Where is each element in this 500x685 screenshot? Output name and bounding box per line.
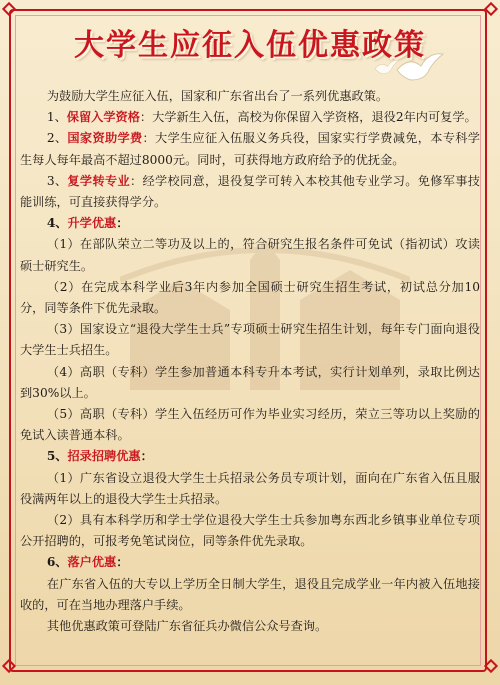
corner-ornament <box>0 0 18 18</box>
section-number: 3、 <box>46 173 68 188</box>
section-heading: 升学优惠 <box>67 216 117 231</box>
list-item: （2）具有本科学历和学士学位退役大学生士兵参加粤东西北乡镇事业单位专项公开招聘的，可报考免笔试岗位，同等条件优先录取。 <box>20 513 480 549</box>
section-text: ：大学新生入伍，高校为你保留入学资格，退役2年内可复学。 <box>139 110 477 125</box>
section-text: ： <box>140 449 153 464</box>
section-text: ：大学生应征入伍服义务兵役，国家实行学费减免，本专科学生每人每年最高不超过8000元。同时，可获得地方政府给予的优抚金。 <box>20 131 480 167</box>
footer-note: 其他优惠政策可登陆广东省征兵办微信公众号查询。 <box>46 619 328 634</box>
section-4 <box>20 213 480 234</box>
section-number: 1、 <box>46 110 67 125</box>
dove-icon <box>374 58 400 76</box>
list-item: （1）广东省设立退役大学生士兵招录公务员专项计划，面向在广东省入伍且服役满两年以上的退役大学生士兵招录。 <box>20 470 480 506</box>
list-item: （4）高职（专科）学生参加普通本科专升本考试，实行计划单列，录取比例达到30%以上。 <box>20 364 480 400</box>
section-text: ：经学校同意，退役复学可转入本校其他专业学习。免修军事技能训练，可直接获得学分。 <box>20 173 480 210</box>
section-heading: 国家资助学费 <box>67 131 143 146</box>
corner-ornament <box>482 657 500 675</box>
dove-icon <box>395 50 445 84</box>
list-item: 在广东省入伍的大专以上学历全日制大学生，退役且完成学业一年内被入伍地接收的，可在当地办理落户手续。 <box>20 576 480 612</box>
list-item: （3）国家设立“退役大学生士兵”专项硕士研究生招生计划，每年专门面向退役大学生士兵招生。 <box>20 322 480 358</box>
section-6 <box>20 552 480 573</box>
section-number: 2、 <box>46 131 68 146</box>
section-number: 5、 <box>46 449 68 464</box>
section-number: 4、 <box>46 216 68 231</box>
policy-content <box>20 86 480 637</box>
section-number: 6、 <box>46 555 68 570</box>
page-title: 大学生应征入伍优惠政策 <box>74 28 426 63</box>
corner-ornament <box>0 657 18 675</box>
section-text: ： <box>116 555 129 570</box>
list-item: （2）在完成本科学业后3年内参加全国硕士研究生招生考试，初试总分加10分，同等条件下优先录取。 <box>20 279 480 316</box>
section-3 <box>20 171 480 213</box>
list-item: （5）高职（专科）学生入伍经历可作为毕业实习经历，荣立三等功以上奖励的免试入读普通本科。 <box>20 407 480 443</box>
corner-ornament <box>482 0 500 18</box>
section-5 <box>20 446 480 467</box>
section-heading: 保留入学资格 <box>66 110 140 125</box>
list-item: （1）在部队荣立二等功及以上的，符合研究生报名条件可免试（指初试）攻读硕士研究生。 <box>20 237 480 273</box>
section-heading: 复学转专业 <box>67 173 130 188</box>
section-heading: 落户优惠 <box>67 555 117 570</box>
intro-text: 为鼓励大学生应征入伍，国家和广东省出台了一系列优惠政策。 <box>46 89 389 103</box>
section-heading: 招录招聘优惠 <box>67 449 141 464</box>
section-2 <box>20 128 480 170</box>
section-1 <box>20 107 480 128</box>
section-text: ： <box>116 216 129 231</box>
